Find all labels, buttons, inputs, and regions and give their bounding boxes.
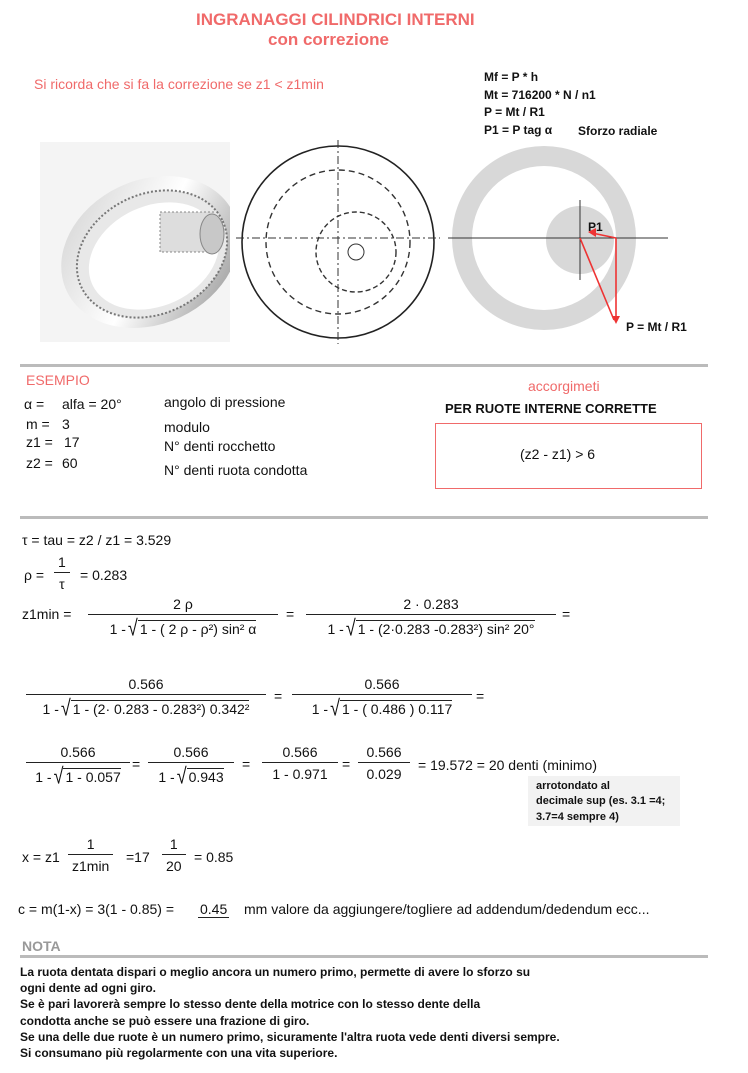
x-fraction-2 — [162, 836, 186, 874]
rho-lhs: ρ = — [24, 567, 45, 583]
fraction-6-den — [148, 762, 234, 787]
eq-6: = — [242, 756, 251, 772]
m-symbol: m = — [26, 416, 50, 432]
fraction-4-den-a: 1 - — [311, 701, 329, 717]
round-note-3: 3.7=4 sempre 4) — [536, 811, 619, 823]
round-note-1: arrotondato al — [536, 780, 610, 792]
formula-p: P = Mt / R1 — [484, 105, 545, 119]
fraction-5-den-b: 1 - 0.057 — [65, 769, 121, 785]
fraction-3-den-b: 1 - (2· 0.283 - 0.283²) 0.342² — [72, 701, 250, 717]
fraction-6-den-b: 0.943 — [188, 769, 224, 785]
p1-label: P1 — [588, 220, 603, 234]
nota-line-2: ogni dente ad ogni giro. — [20, 981, 156, 995]
x-fraction-1 — [68, 836, 113, 874]
fraction-1 — [88, 596, 278, 639]
fraction-1-den-b: 1 - ( 2 ρ - ρ²) sin² α — [139, 621, 257, 637]
radical-icon: √ — [127, 615, 138, 641]
fraction-5-den — [26, 762, 130, 787]
z1-value: 17 — [64, 434, 80, 450]
nota-line-5: Se una delle due ruote è un numero primo, sicuramente l'altra ruota vede denti diversi sempre. — [20, 1030, 560, 1044]
sforzo-radiale: Sforzo radiale — [578, 124, 658, 138]
nota-line-6: Si consumano più regolarmente con una vita superiore. — [20, 1046, 338, 1060]
x-fraction-1-num: 1 — [86, 836, 95, 852]
z1-symbol: z1 = — [26, 434, 53, 450]
fraction-5 — [26, 744, 130, 787]
x-fraction-2-num: 1 — [169, 836, 178, 852]
fraction-2-num: 2 · 0.283 — [403, 596, 459, 612]
x-mid: =17 — [126, 849, 150, 865]
radical-icon: √ — [60, 695, 71, 721]
fraction-4 — [292, 676, 472, 719]
fraction-1-num: 2 ρ — [173, 596, 193, 612]
x-lhs: x = z1 — [22, 849, 60, 865]
fraction-7-den: 1 - 0.971 — [262, 762, 338, 782]
fraction-2-den-a: 1 - — [327, 621, 344, 637]
fraction-1-den-a: 1 - — [109, 621, 126, 637]
fraction-2 — [306, 596, 556, 639]
fraction-3-num: 0.566 — [128, 676, 164, 692]
alpha-desc: angolo di pressione — [164, 394, 286, 410]
rho-result: = 0.283 — [80, 567, 128, 583]
c-rest: mm valore da aggiungere/togliere ad addendum/dedendum ecc... — [244, 901, 650, 917]
fraction-3-den-a: 1 - — [42, 701, 59, 717]
eq-7: = — [342, 756, 351, 772]
fraction-8-den: 0.029 — [358, 762, 410, 782]
rho-den: τ — [54, 572, 70, 592]
esempio-heading: ESEMPIO — [26, 372, 90, 388]
gear-3d-illustration — [40, 142, 230, 342]
fraction-1-den — [88, 614, 278, 639]
z2-desc: N° denti ruota condotta — [164, 462, 308, 478]
x-fraction-1-den: z1min — [68, 854, 113, 874]
radical-icon: √ — [176, 763, 187, 789]
m-value: 3 — [62, 416, 70, 432]
title-line1: INGRANAGGI CILINDRICI INTERNI — [196, 10, 475, 29]
z2-value: 60 — [62, 455, 78, 471]
fraction-5-den-a: 1 - — [35, 769, 52, 785]
fraction-5-num: 0.566 — [60, 744, 96, 760]
fraction-7 — [262, 744, 338, 782]
z2-symbol: z2 = — [26, 455, 53, 471]
c-value: 0.45 — [200, 901, 228, 917]
divider-3 — [20, 955, 708, 958]
fraction-8-num: 0.566 — [366, 744, 402, 760]
divider-2 — [20, 516, 708, 519]
force-diagram — [448, 140, 678, 340]
formula-p1: P1 = P tag α — [484, 123, 553, 137]
z1-desc: N° denti rocchetto — [164, 438, 276, 454]
fraction-6-den-a: 1 - — [158, 769, 175, 785]
round-note-2: decimale sup (es. 3.1 =4; — [536, 795, 666, 807]
m-desc: modulo — [164, 419, 210, 435]
eq-3: = — [274, 688, 283, 704]
nota-line-1: La ruota dentata dispari o meglio ancora un numero primo, permette di avere lo sforzo su — [20, 965, 531, 979]
radical-icon: √ — [330, 695, 340, 721]
formula-mf: Mf = P * h — [484, 70, 539, 84]
nota-line-4: condotta anche se può essere una frazione di giro. — [20, 1014, 310, 1028]
fraction-7-num: 0.566 — [282, 744, 318, 760]
rho-fraction — [54, 554, 70, 592]
nota-line-3: Se è pari lavorerà sempre lo stesso dente della motrice con lo stesso dente della — [20, 997, 481, 1011]
x-result: = 0.85 — [194, 849, 234, 865]
alpha-symbol: α = — [24, 396, 45, 412]
eq-1: = — [286, 606, 295, 622]
c-lhs: c = m(1-x) = 3(1 - 0.85) = — [18, 901, 174, 917]
fraction-8 — [358, 744, 410, 782]
divider-1 — [20, 364, 708, 367]
final-result: = 19.572 = 20 denti (minimo) — [418, 757, 597, 773]
eq-5: = — [132, 756, 141, 772]
z1min-lhs: z1min = — [22, 606, 72, 622]
radical-icon: √ — [345, 615, 356, 641]
formula-mt: Mt = 716200 * N / n1 — [484, 88, 596, 102]
reminder: Si ricorda che si fa la correzione se z1 < z1min — [34, 76, 324, 92]
fraction-2-den-b: 1 - (2·0.283 -0.283²) sin² 20° — [357, 621, 535, 637]
fraction-6 — [148, 744, 234, 787]
condition-text: (z2 - z1) > 6 — [520, 446, 596, 462]
x-fraction-2-den: 20 — [162, 854, 186, 874]
fraction-4-num: 0.566 — [364, 676, 400, 692]
fraction-6-num: 0.566 — [173, 744, 209, 760]
fraction-2-den — [306, 614, 556, 639]
nota-heading: NOTA — [22, 938, 61, 954]
fraction-3 — [26, 676, 266, 719]
eq-2: = — [562, 606, 571, 622]
internal-gear-drawing — [236, 140, 440, 344]
tau-line: τ = tau = z2 / z1 = 3.529 — [22, 532, 172, 548]
fraction-4-den — [292, 694, 472, 719]
accorgimenti-subheading: PER RUOTE INTERNE CORRETTE — [445, 401, 657, 416]
rho-num: 1 — [58, 554, 66, 570]
p-label: P = Mt / R1 — [626, 320, 687, 334]
radical-icon: √ — [53, 763, 64, 789]
accorgimenti-heading: accorgimeti — [528, 378, 600, 394]
fraction-3-den — [26, 694, 266, 719]
alpha-value: alfa = 20° — [62, 396, 122, 412]
title-line2: con correzione — [268, 30, 389, 49]
eq-4: = — [476, 688, 485, 704]
fraction-4-den-b: 1 - ( 0.486 ) 0.117 — [341, 701, 453, 717]
